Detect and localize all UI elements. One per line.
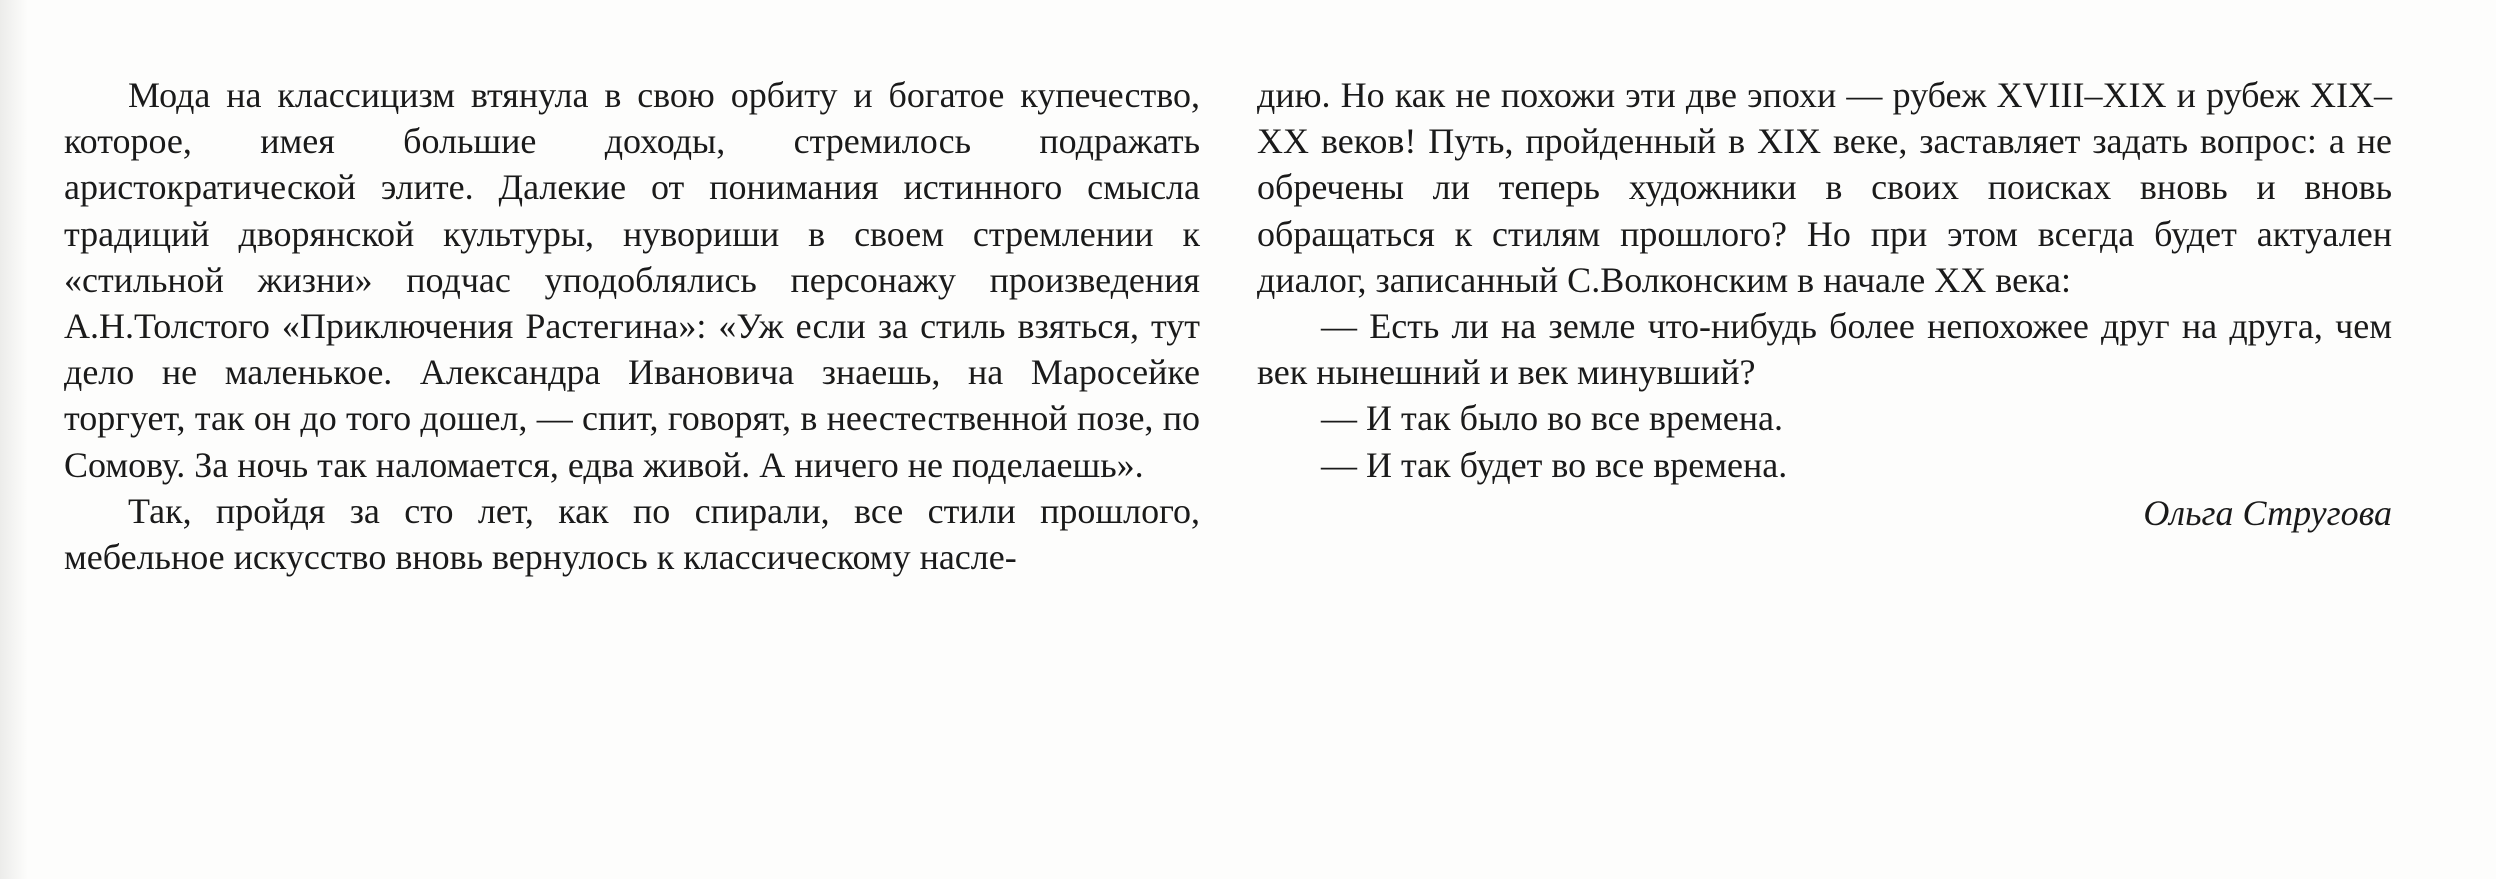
paragraph-merchants-classicism: Мода на классицизм втянула в свою орбиту и богатое купечество, которое, имея большие доходы, стремилось подражать аристократической элите. Далекие от понимания истинного смысла традиций дворянской культуры, нувориши в своем стремлении к «стильной жизни» подчас уподоблялись персонажу произведения А.Н.Толстого «Приключения Растегина»: «Уж если за стиль взяться, тут дело не маленькое. Александра Ивановича знаешь, на Маросейке торгует, так он до того дошел, — спит, говорят, в неестественной позе, по Сомову. За ночь так наломается, едва живой. А ничего не поделаешь».	[64, 75, 1200, 485]
page-edge-shadow	[0, 0, 28, 879]
dialogue-line: — Есть ли на земле что-нибудь более непохожее друг на друга, чем век нынешний и век минувший?	[1257, 306, 2392, 393]
paragraph-furniture-return: Так, пройдя за сто лет, как по спирали, все стили прошлого, мебельное искусство вновь вернулось к классическому насле-	[64, 490, 1200, 578]
right-column	[1257, 72, 2392, 536]
left-column	[64, 72, 1200, 580]
dialogue-line: — И так будет во все времена.	[1321, 444, 1788, 485]
author-signature: Ольга Стругова	[2143, 492, 2392, 533]
dialogue-line: — И так было во все времена.	[1321, 398, 1784, 439]
paragraph-two-epochs: дию. Но как не похожи эти две эпохи — рубеж XVIII–XIX и рубеж XIX–XX веков! Путь, пройденный в XIX веке, заставляет задать вопрос: а не обречены ли теперь художники в своих поисках вновь и вновь обращаться к стилям прошлого? Но при этом всегда будет актуален диалог, записанный С.Волконским в начале XX века:	[1257, 75, 2392, 300]
